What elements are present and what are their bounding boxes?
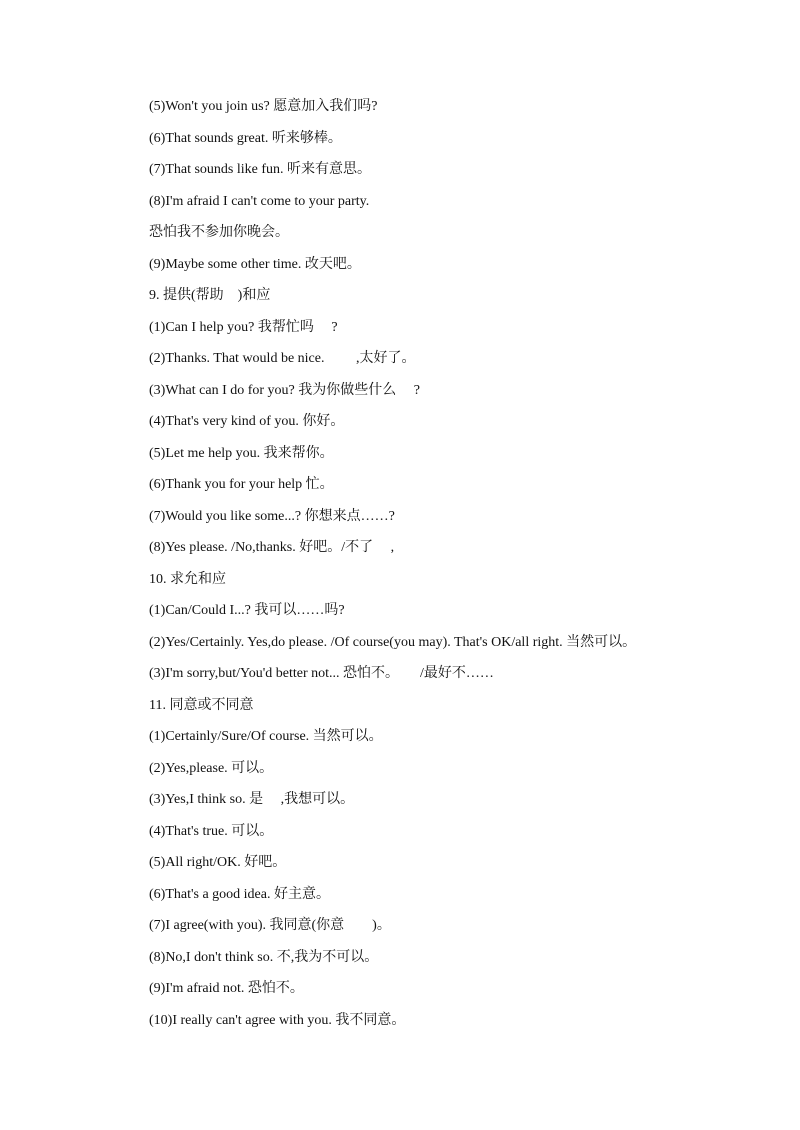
text-line: (8)Yes please. /No,thanks. 好吧。/不了 , [149, 540, 395, 555]
text-line: (1)Can I help you? 我帮忙吗 ? [149, 320, 338, 335]
text-line: (4)That's very kind of you. 你好。 [149, 414, 345, 429]
text-line: (5)Let me help you. 我来帮你。 [149, 446, 334, 461]
text-line: (3)Yes,I think so. 是 ,我想可以。 [149, 792, 355, 807]
text-line: (1)Can/Could I...? 我可以……吗? [149, 603, 345, 618]
text-line: (2)Thanks. That would be nice. ,太好了。 [149, 351, 416, 366]
text-line: (8)I'm afraid I can't come to your party. [149, 194, 370, 209]
text-line: (6)Thank you for your help 忙。 [149, 477, 334, 492]
text-line: (2)Yes/Certainly. Yes,do please. /Of course(you may). That's OK/all right. 当然可以。 [149, 635, 637, 650]
text-line: (8)No,I don't think so. 不,我为不可以。 [149, 950, 379, 965]
text-line: (9)Maybe some other time. 改天吧。 [149, 257, 361, 272]
text-line: (6)That's a good idea. 好主意。 [149, 887, 330, 902]
text-line: (10)I really can't agree with you. 我不同意。 [149, 1013, 406, 1028]
text-line: (9)I'm afraid not. 恐怕不。 [149, 981, 304, 996]
text-line: (7)That sounds like fun. 听来有意思。 [149, 162, 372, 177]
section-heading: 10. 求允和应 [149, 572, 226, 587]
section-heading: 11. 同意或不同意 [149, 698, 254, 713]
text-line: (7)I agree(with you). 我同意(你意 )。 [149, 918, 391, 933]
section-heading: 9. 提供(帮助 )和应 [149, 288, 271, 303]
text-line: (3)I'm sorry,but/You'd better not... 恐怕不。 /最好不…… [149, 666, 494, 681]
text-line: (2)Yes,please. 可以。 [149, 761, 274, 776]
text-line: (4)That's true. 可以。 [149, 824, 274, 839]
text-line: 恐怕我不参加你晚会。 [149, 225, 289, 240]
text-line: (5)All right/OK. 好吧。 [149, 855, 287, 870]
text-line: (1)Certainly/Sure/Of course. 当然可以。 [149, 729, 383, 744]
text-line: (7)Would you like some...? 你想来点……? [149, 509, 395, 524]
text-line: (3)What can I do for you? 我为你做些什么 ? [149, 383, 420, 398]
text-line: (6)That sounds great. 听来够棒。 [149, 131, 342, 146]
text-line: (5)Won't you join us? 愿意加入我们吗? [149, 99, 378, 114]
